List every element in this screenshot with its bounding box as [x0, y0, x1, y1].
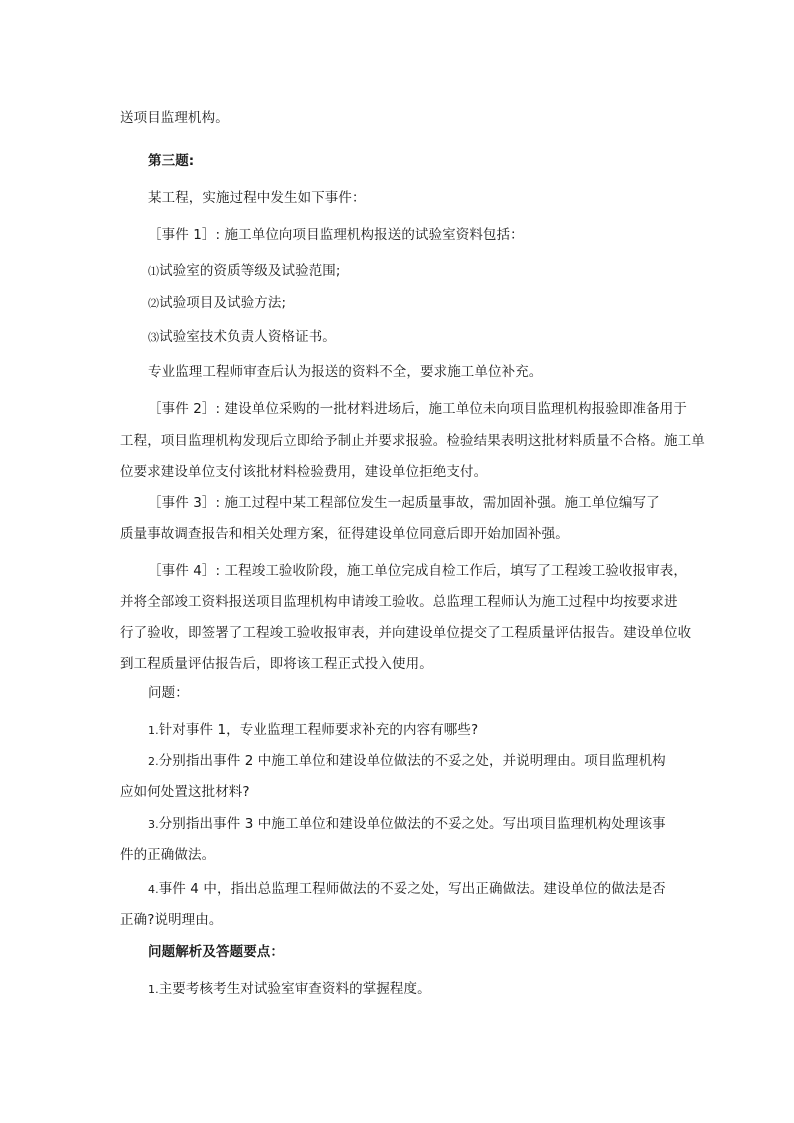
- question-number: 1.: [148, 724, 159, 737]
- answer-number: 1.: [148, 983, 159, 996]
- question-text: 分别指出事件 3 中施工单位和建设单位做法的不妥之处。写出项目监理机构处理该事: [158, 816, 666, 832]
- list-item-text: 试验室技术负责人资格证书。: [159, 329, 336, 345]
- text-line: 质量事故调查报告和相关处理方案，征得建设单位同意后即开始加固补强。: [120, 526, 569, 542]
- text-line: 某工程，实施过程中发生如下事件：: [148, 190, 366, 206]
- text-line: 专业监理工程师审查后认为报送的资料不全，要求施工单位补充。: [148, 364, 543, 380]
- answer-item: [148, 980, 431, 999]
- question-item: [148, 815, 666, 834]
- question-number: 3.: [148, 818, 159, 831]
- questions-heading: 问题：: [148, 685, 189, 701]
- event-line: ［事件 3］: 施工过程中某工程部位发生一起质量事故，需加固补强。施工单位编写了: [148, 495, 660, 511]
- list-marker: ⑶: [148, 331, 160, 344]
- list-item: [148, 328, 336, 347]
- list-item-text: 试验项目及试验方法;: [159, 295, 287, 311]
- text-line: 送项目监理机构。: [120, 110, 229, 126]
- text-line: 正确?说明理由。: [120, 912, 223, 928]
- text-line: 行了验收，即签署了工程竣工验收报审表，并向建设单位提交了工程质量评估报告。建设单位收: [120, 625, 692, 641]
- text-line: 件的正确做法。: [120, 847, 216, 863]
- text-line: 工程，项目监理机构发现后立即给予制止并要求报验。检验结果表明这批材料质量不合格。施工单: [120, 433, 705, 449]
- question-number: 2.: [148, 755, 159, 768]
- text-line: 应如何处置这批材料?: [120, 784, 250, 800]
- question-item: [148, 752, 666, 771]
- text-line: 位要求建设单位支付该批材料检验费用，建设单位拒绝支付。: [120, 464, 488, 480]
- list-marker: ⑵: [148, 297, 160, 310]
- question-item: [148, 880, 666, 899]
- event-line: ［事件 2］: 建设单位采购的一批材料进场后，施工单位未向项目监理机构报验即准备用于: [148, 401, 687, 417]
- list-item: [148, 294, 286, 313]
- text-line: 并将全部竣工资料报送项目监理机构申请竣工验收。总监理工程师认为施工过程中均按要求进: [120, 594, 678, 610]
- answer-text: 主要考核考生对试验室审查资料的掌握程度。: [158, 981, 431, 997]
- event-line: ［事件 4］: 工程竣工验收阶段，施工单位完成自检工作后，填写了工程竣工验收报审表，: [148, 563, 687, 579]
- question-number: 4.: [148, 883, 159, 896]
- question-text: 针对事件 1，专业监理工程师要求补充的内容有哪些?: [158, 722, 479, 738]
- question-text: 分别指出事件 2 中施工单位和建设单位做法的不妥之处，并说明理由。项目监理机构: [158, 753, 666, 769]
- list-item-text: 试验室的资质等级及试验范围;: [159, 263, 341, 279]
- list-marker: ⑴: [148, 265, 160, 278]
- list-item: [148, 262, 341, 281]
- question-item: [148, 721, 478, 740]
- event-line: ［事件 1］: 施工单位向项目监理机构报送的试验室资料包括：: [148, 227, 524, 243]
- analysis-heading: 问题解析及答题要点：: [148, 944, 284, 960]
- question-text: 事件 4 中，指出总监理工程师做法的不妥之处，写出正确做法。建设单位的做法是否: [158, 881, 666, 897]
- text-line: 到工程质量评估报告后，即将该工程正式投入使用。: [120, 656, 433, 672]
- section-heading: 第三题:: [148, 153, 195, 169]
